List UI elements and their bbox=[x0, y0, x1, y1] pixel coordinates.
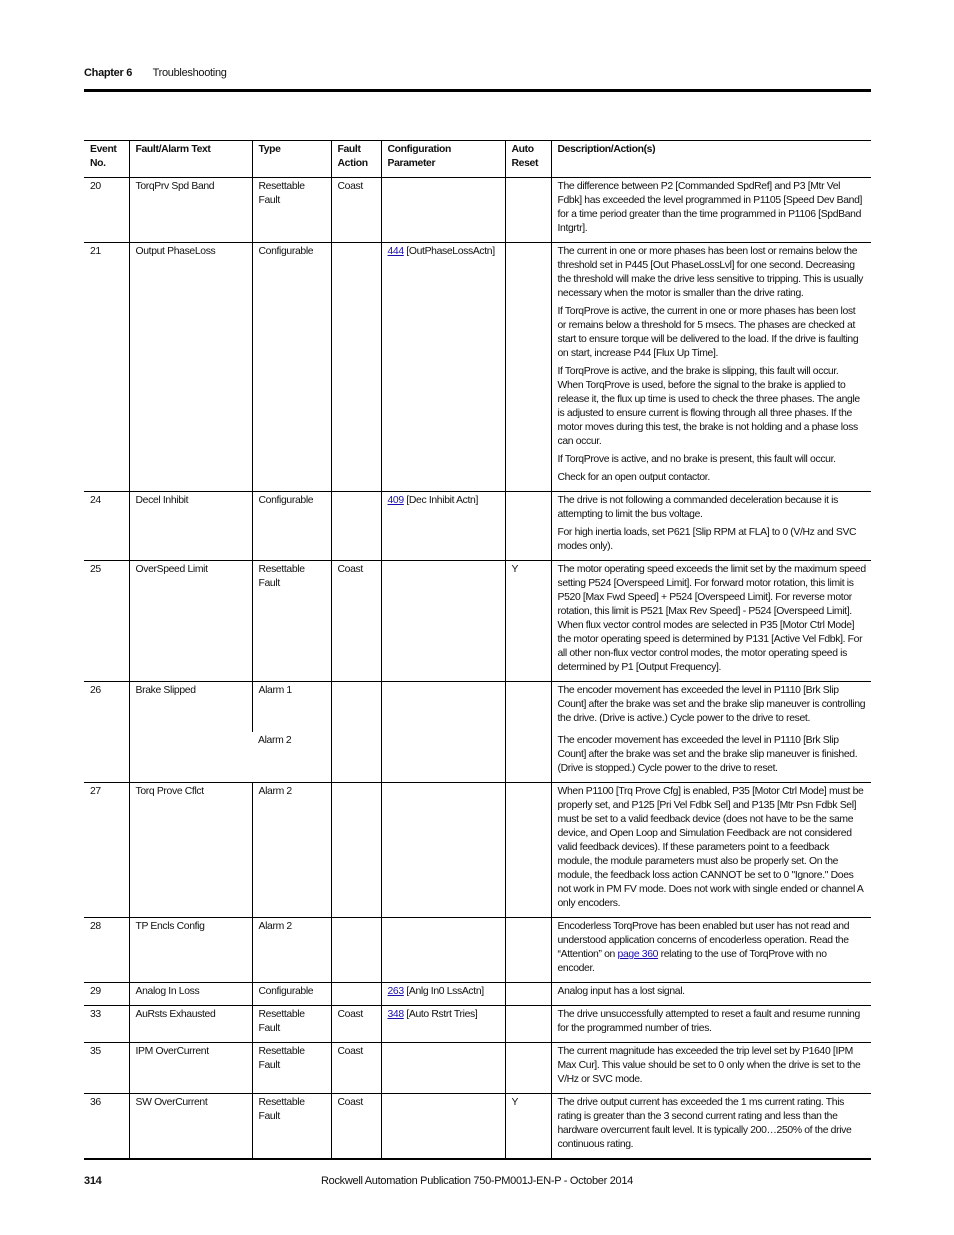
col-config-param: Configuration Parameter bbox=[381, 141, 505, 178]
auto-reset-cell bbox=[505, 178, 551, 243]
description-paragraph: The drive unsuccessfully attempted to reset a fault and resume running for the programmed number of tries. bbox=[557, 1009, 860, 1034]
parameter-name: [OutPhaseLossActn] bbox=[403, 246, 495, 257]
description-cell bbox=[551, 1094, 871, 1160]
fault-action-cell: Coast bbox=[331, 1043, 381, 1094]
description-cell bbox=[551, 492, 871, 561]
description-paragraph: Analog input has a lost signal. bbox=[557, 986, 685, 997]
parameter-name: [Auto Rstrt Tries] bbox=[403, 1009, 478, 1020]
table-body bbox=[84, 178, 871, 1160]
description-cell bbox=[551, 561, 871, 682]
fault-text-cell: SW OverCurrent bbox=[129, 1094, 252, 1160]
type-cell: Resettable Fault bbox=[252, 1094, 331, 1160]
parameter-link[interactable]: 409 bbox=[387, 495, 404, 506]
auto-reset-cell bbox=[505, 983, 551, 1006]
description-cell bbox=[551, 918, 871, 983]
config-param-cell bbox=[381, 732, 505, 783]
config-param-cell bbox=[381, 783, 505, 918]
publication-info: Rockwell Automation Publication 750-PM001J-EN-P - October 2014 bbox=[321, 1175, 633, 1187]
table-row bbox=[84, 918, 871, 983]
table-header-row bbox=[84, 141, 871, 178]
description-cell bbox=[551, 1006, 871, 1043]
event-no-cell: 20 bbox=[84, 178, 129, 243]
type-cell: Resettable Fault bbox=[252, 1006, 331, 1043]
auto-reset-cell bbox=[505, 1006, 551, 1043]
col-fault-text: Fault/Alarm Text bbox=[129, 141, 252, 178]
auto-reset-cell: Y bbox=[505, 1094, 551, 1160]
fault-action-cell bbox=[331, 983, 381, 1006]
parameter-link[interactable]: 263 bbox=[387, 986, 404, 997]
config-param-cell bbox=[381, 1043, 505, 1094]
description-paragraph: The encoder movement has exceeded the level in P1110 [Brk Slip Count] after the brake was set and the brake slip maneuver is finished. (Drive is stopped.) Cycle power to the drive to reset. bbox=[557, 735, 858, 774]
fault-action-cell: Coast bbox=[331, 561, 381, 682]
description-cell bbox=[551, 983, 871, 1006]
fault-text-cell: Torq Prove Cflct bbox=[129, 783, 252, 918]
chapter-label: Chapter 6 bbox=[84, 67, 133, 79]
description-paragraph bbox=[558, 920, 867, 976]
config-param-cell bbox=[381, 561, 505, 682]
type-cell: Configurable bbox=[252, 492, 331, 561]
parameter-link[interactable]: 348 bbox=[387, 1009, 404, 1020]
auto-reset-cell bbox=[505, 783, 551, 918]
event-no-cell: 28 bbox=[84, 918, 129, 983]
description-paragraph: The current in one or more phases has been lost or remains below the threshold set in P445 [Out PhaseLossLvl] for one second. Decreasing the threshold will make the drive less sensitive to tripping. This is usually necessary when the motor is smaller than the drive rating. bbox=[557, 246, 864, 299]
description-text: Encoderless TorqProve has been enabled but user has not read and understood application concerns of encoderless operation. Read the “Attention” on bbox=[557, 921, 850, 960]
type-cell: Alarm 2 bbox=[252, 783, 331, 918]
col-description: Description/Action(s) bbox=[551, 141, 871, 178]
fault-alarm-table bbox=[84, 140, 871, 1160]
config-param-cell bbox=[381, 492, 505, 561]
fault-text-cell: TP Encls Config bbox=[129, 918, 252, 983]
table-row bbox=[84, 243, 871, 492]
type-cell: Configurable bbox=[252, 983, 331, 1006]
fault-text-cell: OverSpeed Limit bbox=[129, 561, 252, 682]
fault-action-cell: Coast bbox=[331, 178, 381, 243]
auto-reset-cell bbox=[505, 243, 551, 492]
parameter-name: [Anlg In0 LssActn] bbox=[403, 986, 484, 997]
description-paragraph: If TorqProve is active, and no brake is present, this fault will occur. bbox=[557, 454, 836, 465]
config-param-cell bbox=[381, 1006, 505, 1043]
type-cell: Alarm 2 bbox=[252, 918, 331, 983]
fault-action-cell bbox=[331, 243, 381, 492]
description-paragraph: The drive output current has exceeded the 1 ms current rating. This rating is greater than the 3 second current rating and less than the hardware overcurrent fault level. It is typically 200…250% of the drive continuous rating. bbox=[557, 1097, 852, 1150]
event-no-cell: 33 bbox=[84, 1006, 129, 1043]
description-cell bbox=[551, 243, 871, 492]
event-no-cell: 29 bbox=[84, 983, 129, 1006]
description-paragraph: If TorqProve is active, and the brake is slipping, this fault will occur. When TorqProve is used, before the signal to the brake is applied to release it, the flux up time is used to check the three phases. The angle is adjusted to ensure current is flowing through all three phases. If the motor moves during this test, the brake is not holding and a phase loss can occur. bbox=[557, 366, 860, 447]
description-paragraph: The encoder movement has exceeded the level in P1110 [Brk Slip Count] after the brake was set and the brake slip maneuver is controlling the drive. (Drive is active.) Cycle power to the drive to reset. bbox=[557, 685, 866, 724]
description-paragraph: The current magnitude has exceeded the trip level set by P1640 [IPM Max Cur]. This value should be set to 0 only when the drive is set to the V/Hz or SVC mode. bbox=[557, 1046, 861, 1085]
auto-reset-cell bbox=[505, 682, 551, 733]
description-cell bbox=[551, 783, 871, 918]
table-row bbox=[84, 983, 871, 1006]
description-cell bbox=[551, 732, 871, 783]
col-event-no: Event No. bbox=[84, 141, 129, 178]
parameter-name: [Dec Inhibit Actn] bbox=[403, 495, 479, 506]
config-param-cell bbox=[381, 983, 505, 1006]
running-header bbox=[84, 67, 227, 79]
config-param-cell bbox=[381, 918, 505, 983]
section-label: Troubleshooting bbox=[152, 67, 227, 79]
fault-text-cell: Analog In Loss bbox=[129, 983, 252, 1006]
type-cell: Alarm 1 bbox=[252, 682, 331, 733]
page-reference-link[interactable]: page 360 bbox=[617, 949, 659, 960]
description-paragraph: If TorqProve is active, the current in one or more phases has been lost or remains below a threshold for 5 msecs. The phases are checked at start to ensure torque will be delivered to the load. If the drive is faulting on start, increase P44 [Flux Up Time]. bbox=[557, 306, 859, 359]
page-number: 314 bbox=[84, 1175, 102, 1187]
description-cell bbox=[551, 1043, 871, 1094]
description-paragraph: Check for an open output contactor. bbox=[557, 472, 710, 483]
table-row bbox=[84, 178, 871, 243]
fault-action-cell bbox=[331, 783, 381, 918]
description-paragraph: The drive is not following a commanded deceleration because it is attempting to limit the bus voltage. bbox=[557, 495, 838, 520]
event-no-cell: 35 bbox=[84, 1043, 129, 1094]
auto-reset-cell: Y bbox=[505, 561, 551, 682]
fault-action-cell bbox=[331, 732, 381, 783]
fault-text-cell: Brake Slipped bbox=[129, 682, 252, 783]
description-text: relating to the use of TorqProve with no encoder. bbox=[557, 949, 827, 974]
event-no-cell: 21 bbox=[84, 243, 129, 492]
col-type: Type bbox=[252, 141, 331, 178]
description-paragraph: The difference between P2 [Commanded SpdRef] and P3 [Mtr Vel Fdbk] has exceeded the level programmed in P1105 [Speed Dev Band] for a time period greater than the time programmed in P1106 [SpdBand Intgrtr]. bbox=[557, 181, 863, 234]
fault-action-cell: Coast bbox=[331, 1006, 381, 1043]
type-cell: Alarm 2 bbox=[252, 732, 331, 783]
config-param-cell bbox=[381, 1094, 505, 1160]
fault-action-cell bbox=[331, 492, 381, 561]
event-no-cell: 27 bbox=[84, 783, 129, 918]
table-row bbox=[84, 561, 871, 682]
event-no-cell: 24 bbox=[84, 492, 129, 561]
config-param-cell bbox=[381, 178, 505, 243]
auto-reset-cell bbox=[505, 918, 551, 983]
table-row bbox=[84, 1094, 871, 1160]
auto-reset-cell bbox=[505, 732, 551, 783]
fault-action-cell: Coast bbox=[331, 1094, 381, 1160]
fault-text-cell: TorqPrv Spd Band bbox=[129, 178, 252, 243]
fault-text-cell: Decel Inhibit bbox=[129, 492, 252, 561]
fault-text-cell: IPM OverCurrent bbox=[129, 1043, 252, 1094]
fault-text-cell: Output PhaseLoss bbox=[129, 243, 252, 492]
event-no-cell: 36 bbox=[84, 1094, 129, 1160]
table-row bbox=[84, 492, 871, 561]
description-cell bbox=[551, 178, 871, 243]
config-param-cell bbox=[381, 682, 505, 733]
event-no-cell: 26 bbox=[84, 682, 129, 783]
col-auto-reset: Auto Reset bbox=[505, 141, 551, 178]
col-fault-action: Fault Action bbox=[331, 141, 381, 178]
table-row bbox=[84, 1006, 871, 1043]
parameter-link[interactable]: 444 bbox=[387, 246, 404, 257]
config-param-cell bbox=[381, 243, 505, 492]
fault-text-cell: AuRsts Exhausted bbox=[129, 1006, 252, 1043]
type-cell: Resettable Fault bbox=[252, 561, 331, 682]
description-cell bbox=[551, 682, 871, 733]
type-cell: Resettable Fault bbox=[252, 178, 331, 243]
type-cell: Resettable Fault bbox=[252, 1043, 331, 1094]
description-paragraph: When P1100 [Trq Prove Cfg] is enabled, P35 [Motor Ctrl Mode] must be properly set, and P125 [Pri Vel Fdbk Sel] and P135 [Mtr Psn Fdbk Sel] must be set to a valid feedback device (does not have to be the same device, and Open Loop and Simulation Feedback are not considered valid feedback devices). If these parameters point to a feedback module, the module parameters must also be properly set. On the module, the feedback loss action CANNOT be set to 0 "Ignore." Does not work in PM FV mode. Does not work with single ended or channel A only encoders. bbox=[557, 786, 864, 909]
table-row bbox=[84, 783, 871, 918]
table-row bbox=[84, 682, 871, 733]
auto-reset-cell bbox=[505, 492, 551, 561]
description-paragraph: For high inertia loads, set P621 [Slip RPM at FLA] to 0 (V/Hz and SVC modes only). bbox=[557, 527, 857, 552]
fault-action-cell bbox=[331, 918, 381, 983]
type-cell: Configurable bbox=[252, 243, 331, 492]
table-row bbox=[84, 1043, 871, 1094]
header-rule bbox=[84, 89, 871, 92]
description-paragraph: The motor operating speed exceeds the limit set by the maximum speed setting P524 [Overspeed Limit]. For forward motor rotation, this limit is P520 [Max Fwd Speed] + P524 [Overspeed Limit]. For reverse motor rotation, this limit is P521 [Max Rev Speed] - P524 [Overspeed Limit]. When flux vector control modes are selected in P35 [Motor Ctrl Mode] the motor operating speed is determined by P131 [Active Vel Fdbk]. For all other non-flux vector control modes, the motor operating speed is determined by P1 [Output Frequency]. bbox=[557, 564, 866, 673]
event-no-cell: 25 bbox=[84, 561, 129, 682]
auto-reset-cell bbox=[505, 1043, 551, 1094]
fault-action-cell bbox=[331, 682, 381, 733]
